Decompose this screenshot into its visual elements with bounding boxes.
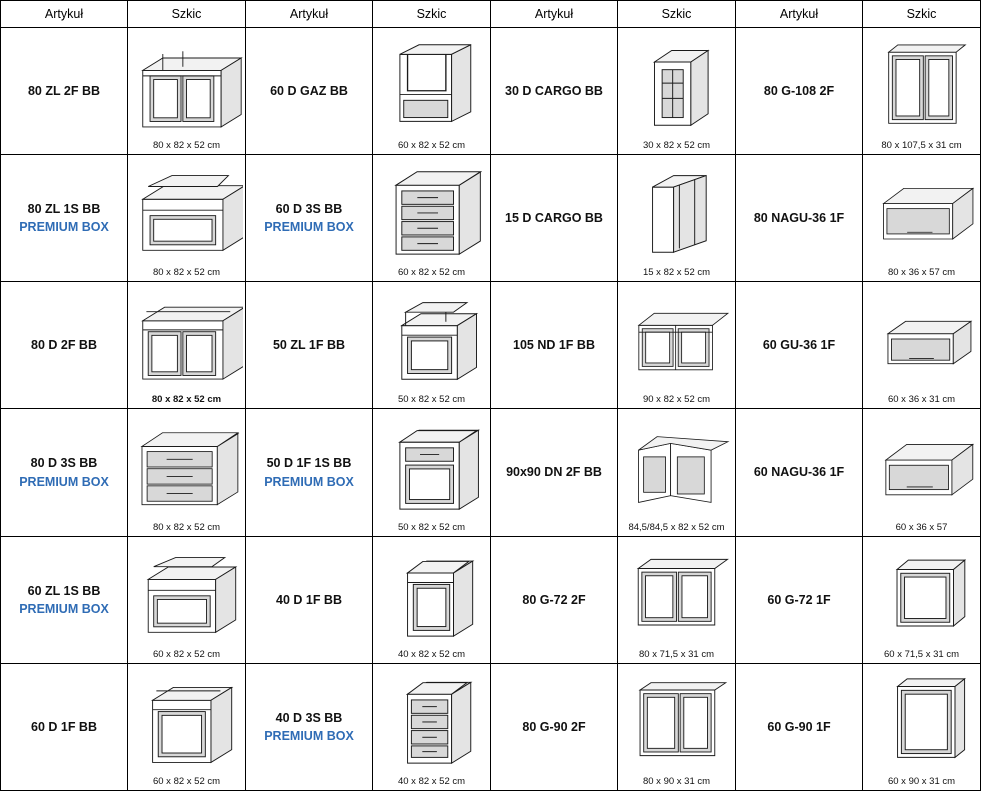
cabinet-drawing-base-1door (130, 668, 243, 774)
article-name: 30 D CARGO BB (505, 84, 603, 99)
premium-box-label: PREMIUM BOX (264, 474, 354, 489)
premium-box-label: PREMIUM BOX (264, 220, 354, 235)
article-name: 80 NAGU-36 1F (753, 211, 845, 226)
dimensions-label: 80 x 90 x 31 cm (642, 776, 711, 787)
sketch-cell (863, 663, 981, 790)
article-cell (491, 536, 618, 663)
table-row (1, 663, 981, 790)
cabinet-drawing-base-1door-1drawer (375, 413, 488, 519)
article-cell (1, 536, 128, 663)
article-cell (736, 28, 863, 155)
dimensions-label: 50 x 82 x 52 cm (397, 394, 466, 406)
article-name: 80 ZL 1S BB (27, 202, 101, 217)
premium-box-label: PREMIUM BOX (264, 728, 354, 743)
table-row (1, 155, 981, 282)
header-szkic-4: Szkic (863, 1, 981, 28)
dimensions-label: 60 x 82 x 52 cm (152, 776, 221, 787)
table-header (1, 1, 981, 28)
article-cell (246, 536, 373, 663)
premium-box-label: PREMIUM BOX (19, 474, 109, 489)
sketch-cell (373, 282, 491, 409)
header-row (1, 1, 981, 28)
article-name: 40 D 1F BB (276, 592, 342, 607)
cabinet-drawing-wall-2door-108 (865, 32, 978, 138)
cabinet-drawing-cargo-15 (620, 159, 733, 265)
article-name: 50 D 1F 1S BB (266, 456, 352, 471)
dimensions-label: 80 x 36 x 57 cm (887, 267, 956, 279)
table-row (1, 28, 981, 155)
dimensions-label: 80 x 107,5 x 31 cm (881, 140, 962, 152)
cabinet-drawing-wall-1door-90 (865, 668, 978, 774)
sketch-cell (373, 28, 491, 155)
sketch-cell (863, 28, 981, 155)
header-szkic-1: Szkic (128, 1, 246, 28)
header-artykul-1: Artykuł (1, 1, 128, 28)
header-szkic-2: Szkic (373, 1, 491, 28)
article-cell (491, 155, 618, 282)
cabinet-drawing-base-sink-1drawer (130, 159, 243, 265)
sketch-cell (128, 536, 246, 663)
dimensions-label: 60 x 36 x 57 (895, 521, 948, 533)
sketch-cell (128, 155, 246, 282)
dimensions-label: 80 x 82 x 52 cm (151, 394, 222, 406)
sketch-cell (863, 155, 981, 282)
cabinet-drawing-wall-lift-60 (865, 286, 978, 392)
dimensions-label: 60 x 82 x 52 cm (397, 140, 466, 152)
premium-box-label: PREMIUM BOX (19, 220, 109, 235)
article-cell (491, 282, 618, 409)
cabinet-drawing-base-1door-narrow (375, 541, 488, 647)
dimensions-label: 40 x 82 x 52 cm (397, 648, 466, 660)
cabinet-drawing-base-2door (130, 286, 243, 392)
article-cell (1, 28, 128, 155)
dimensions-label: 80 x 71,5 x 31 cm (639, 648, 714, 660)
article-cell (246, 282, 373, 409)
article-name: 60 G-72 1F (767, 592, 831, 607)
sketch-cell (618, 155, 736, 282)
article-cell (246, 663, 373, 790)
dimensions-label: 40 x 82 x 52 cm (397, 776, 466, 787)
article-name: 80 G-108 2F (763, 84, 835, 99)
article-name: 60 NAGU-36 1F (753, 465, 845, 480)
article-cell (1, 155, 128, 282)
sketch-cell (618, 409, 736, 536)
cabinet-drawing-base-sink-1door (375, 286, 488, 392)
article-cell (736, 282, 863, 409)
cabinet-drawing-base-sink-1drawer-narrow (130, 541, 243, 647)
cabinet-drawing-wall-1door-72 (865, 541, 978, 647)
sketch-cell (863, 282, 981, 409)
dimensions-label: 15 x 82 x 52 cm (642, 267, 711, 279)
article-name: 40 D 3S BB (275, 710, 343, 725)
cabinet-drawing-wall-lift-60-deep (865, 413, 978, 519)
article-name: 80 G-90 2F (522, 719, 586, 734)
article-cell (491, 663, 618, 790)
cabinet-drawing-base-gas (375, 32, 488, 138)
header-szkic-3: Szkic (618, 1, 736, 28)
article-name: 60 D 1F BB (31, 719, 97, 734)
article-name: 60 GU-36 1F (762, 338, 836, 353)
sketch-cell (618, 663, 736, 790)
dimensions-label: 90 x 82 x 52 cm (642, 394, 711, 406)
table-row (1, 282, 981, 409)
article-cell (736, 409, 863, 536)
article-name: 80 D 2F BB (31, 338, 97, 353)
cabinet-drawing-base-3drawer-narrow (375, 668, 488, 774)
sketch-cell (128, 409, 246, 536)
table-row (1, 409, 981, 536)
article-name: 15 D CARGO BB (505, 211, 603, 226)
cabinet-drawing-wall-2door-72 (620, 541, 733, 647)
cabinet-drawing-wall-lift-80 (865, 159, 978, 265)
article-name: 60 D 3S BB (275, 202, 343, 217)
article-name: 80 ZL 2F BB (27, 84, 100, 99)
cabinet-drawing-corner-105 (620, 286, 733, 392)
article-name: 80 D 3S BB (30, 456, 98, 471)
dimensions-label: 60 x 82 x 52 cm (397, 267, 466, 279)
premium-box-label: PREMIUM BOX (19, 601, 109, 616)
dimensions-label: 60 x 90 x 31 cm (887, 776, 956, 787)
article-cell (491, 409, 618, 536)
article-name: 80 G-72 2F (522, 592, 586, 607)
article-cell (246, 155, 373, 282)
sketch-cell (618, 536, 736, 663)
sketch-cell (128, 282, 246, 409)
dimensions-label: 84,5/84,5 x 82 x 52 cm (628, 521, 725, 533)
article-cell (246, 28, 373, 155)
dimensions-label: 80 x 82 x 52 cm (152, 140, 221, 152)
article-name: 60 D GAZ BB (270, 84, 348, 99)
sketch-cell (373, 663, 491, 790)
sketch-cell (863, 536, 981, 663)
article-cell (736, 536, 863, 663)
cabinet-drawing-corner-90x90 (620, 413, 733, 519)
article-cell (1, 409, 128, 536)
sketch-cell (373, 536, 491, 663)
sketch-cell (373, 409, 491, 536)
article-name: 105 ND 1F BB (513, 338, 595, 353)
article-cell (1, 663, 128, 790)
cabinet-drawing-base-3drawer (375, 159, 488, 265)
table-row (1, 536, 981, 663)
dimensions-label: 60 x 82 x 52 cm (152, 648, 221, 660)
sketch-cell (863, 409, 981, 536)
article-cell (736, 155, 863, 282)
article-cell (1, 282, 128, 409)
cabinet-drawing-cargo-30 (620, 32, 733, 138)
header-artykul-3: Artykuł (491, 1, 618, 28)
cabinet-drawing-wall-2door-90 (620, 668, 733, 774)
sketch-cell (128, 28, 246, 155)
sketch-cell (618, 282, 736, 409)
article-name: 90x90 DN 2F BB (506, 465, 602, 480)
dimensions-label: 60 x 71,5 x 31 cm (884, 648, 959, 660)
article-cell (246, 409, 373, 536)
article-cell (736, 663, 863, 790)
article-name: 60 ZL 1S BB (27, 583, 101, 598)
dimensions-label: 50 x 82 x 52 cm (397, 521, 466, 533)
dimensions-label: 60 x 36 x 31 cm (887, 394, 956, 406)
cabinet-drawing-base-3drawer-wide (130, 413, 243, 519)
dimensions-label: 80 x 82 x 52 cm (152, 521, 221, 533)
article-name: 50 ZL 1F BB (272, 338, 345, 353)
header-artykul-4: Artykuł (736, 1, 863, 28)
cabinet-drawing-base-sink-2door (130, 32, 243, 138)
article-name: 60 G-90 1F (767, 719, 831, 734)
dimensions-label: 80 x 82 x 52 cm (152, 267, 221, 279)
sketch-cell (373, 155, 491, 282)
sketch-cell (128, 663, 246, 790)
sketch-cell (618, 28, 736, 155)
header-artykul-2: Artykuł (246, 1, 373, 28)
article-cell (491, 28, 618, 155)
dimensions-label: 30 x 82 x 52 cm (642, 140, 711, 152)
table-body (1, 28, 981, 791)
